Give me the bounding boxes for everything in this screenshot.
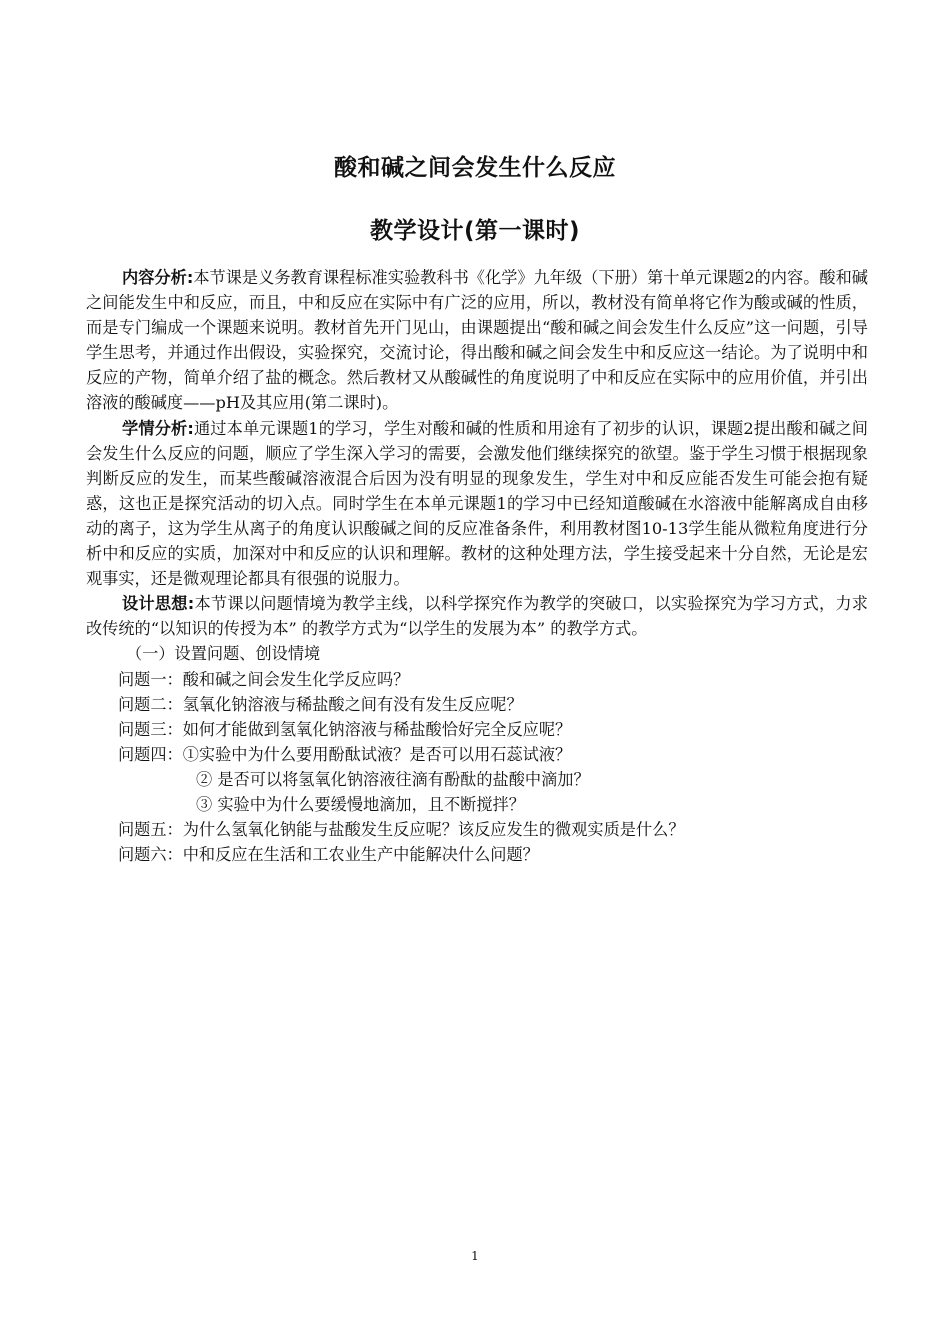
question-6: [86, 842, 868, 867]
question-text: 如何才能做到氢氧化钠溶液与稀盐酸恰好完全反应呢？: [182, 719, 572, 739]
student-analysis-lead: 学情分析:: [122, 418, 194, 438]
question-text: 酸和碱之间会发生化学反应吗？: [182, 669, 410, 689]
document-subtitle: 教学设计(第一课时): [369, 218, 581, 244]
question-4-sub-3: [86, 792, 868, 817]
question-2: [86, 692, 868, 717]
question-5: [86, 817, 868, 842]
question-label: 问题五：: [118, 820, 183, 840]
question-text: ③ 实验中为什么要缓慢地滴加，且不断搅拌？: [196, 794, 525, 814]
content-analysis-lead: 内容分析:: [122, 268, 194, 287]
question-text: ①实验中为什么要用酚酞试液？是否可以用石蕊试液？: [182, 744, 572, 764]
question-4-sub-2: [86, 767, 868, 792]
student-analysis-paragraph: [86, 416, 868, 592]
question-text: 氢氧化钠溶液与稀盐酸之间有没有发生反应呢？: [182, 694, 523, 714]
page-number: 1: [471, 1249, 479, 1263]
content-analysis-paragraph: [86, 265, 868, 416]
content-analysis-text: 本节课是义务教育课程标准实验教科书《化学》九年级（下册）第十单元课题2的内容。酸和碱之间能发生中和反应，而且，中和反应在实际中有广泛的应用，所以，教材没有简单将它作为酸或碱的性质，而是专门编成一个课题来说明。教材首先开门见山，由课题提出“酸和碱之间会发生什么反应”这一问题，引导学生思考，并通过作出假设，实验探究，交流讨论，得出酸和碱之间会发生中和反应这一结论。为了说明中和反应的产物，简单介绍了盐的概念。然后教材又从酸碱性的角度说明了中和反应在实际中的应用价值，并引出溶液的酸碱度——pH及其应用(第二课时)。: [86, 268, 868, 413]
question-label: 问题二：: [118, 694, 183, 714]
question-4: [86, 742, 868, 767]
question-label: 问题六：: [118, 845, 183, 865]
question-text: 中和反应在生活和工农业生产中能解决什么问题？: [182, 845, 539, 865]
question-3: [86, 717, 868, 742]
question-label: 问题一：: [118, 669, 183, 689]
document-title: 酸和碱之间会发生什么反应: [334, 155, 616, 181]
student-analysis-text: 通过本单元课题1的学习，学生对酸和碱的性质和用途有了初步的认识，课题2提出酸和碱之间会发生什么反应的问题，顺应了学生深入学习的需要，会激发他们继续探究的欲望。鉴于学生习惯于根据现象判断反应的发生，而某些酸碱溶液混合后因为没有明显的现象发生，学生对中和反应能否发生可能会抱有疑惑，这也正是探究活动的切入点。同时学生在本单元课题1的学习中已经知道酸碱在水溶液中能解离成自由移动的离子，这为学生从离子的角度认识酸碱之间的反应准备条件，利用教材图10-13学生能从微粒角度进行分析中和反应的实质，加深对中和反应的认识和理解。教材的这种处理方法，学生接受起来十分自然，无论是宏观事实，还是微观理论都具有很强的说服力。: [86, 418, 868, 589]
question-label: 问题四：: [118, 744, 183, 764]
question-1: [86, 667, 868, 692]
design-idea-text: 本节课以问题情境为教学主线，以科学探究作为教学的突破口，以实验探究为学习方式，力求改传统的“以知识的传授为本” 的教学方式为“以学生的发展为本” 的教学方式。: [86, 594, 868, 639]
question-text: ② 是否可以将氢氧化钠溶液往滴有酚酞的盐酸中滴加？: [196, 769, 590, 789]
setup-heading: （一）设置问题、创设情境: [126, 644, 321, 664]
document-body: [86, 265, 868, 867]
design-idea-lead: 设计思想:: [122, 594, 195, 614]
question-text: 为什么氢氧化钠能与盐酸发生反应呢？该反应发生的微观实质是什么？: [182, 820, 685, 840]
question-label: 问题三：: [118, 719, 183, 739]
design-idea-paragraph: [86, 591, 868, 641]
